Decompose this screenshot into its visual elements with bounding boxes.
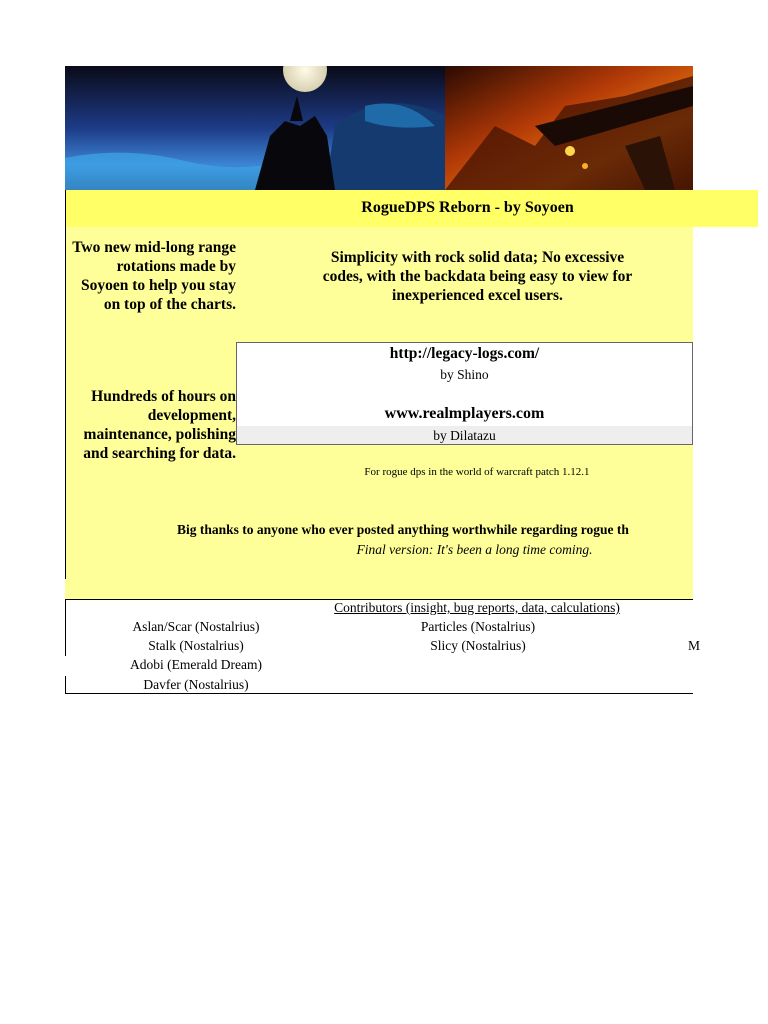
contributor-name: Stalk (Nostalrius) xyxy=(148,638,244,653)
contributors-bottom-border xyxy=(65,693,693,694)
contributor-name: Davfer (Nostalrius) xyxy=(143,677,249,692)
realmplayers-link[interactable]: www.realmplayers.com xyxy=(384,405,545,422)
final-version-note: Final version: It's been a long time coming. xyxy=(356,542,593,557)
simplicity-note: Simplicity with rock solid data; No excessive codes, with the backdata being easy to view for inexperienced excel users. xyxy=(322,249,633,304)
legacy-logs-link[interactable]: http://legacy-logs.com/ xyxy=(389,345,540,362)
rotations-note: Two new mid-long range rotations made by Soyoen to help you stay on top of the charts. xyxy=(72,239,236,313)
contributor-name: Aslan/Scar (Nostalrius) xyxy=(132,619,260,634)
thanks-note: Big thanks to anyone who ever posted anything worthwhile regarding rogue th xyxy=(177,522,629,537)
page-title: RogueDPS Reborn - by Soyoen xyxy=(361,199,574,216)
contributors-header: Contributors (insight, bug reports, data, calculations) xyxy=(334,600,620,615)
realmplayers-author: by Dilatazu xyxy=(433,428,496,443)
contributor-name: Adobi (Emerald Dream) xyxy=(130,657,262,672)
sheet-footer-band xyxy=(65,579,693,599)
sheet-left-border xyxy=(65,190,66,579)
banner-image xyxy=(65,66,693,190)
patch-note: For rogue dps in the world of warcraft patch 1.12.1 xyxy=(364,466,590,478)
legacy-logs-author: by Shino xyxy=(440,367,489,382)
contributor-name: Slicy (Nostalrius) xyxy=(430,638,526,653)
contributor-name: M xyxy=(688,638,701,653)
development-note: Hundreds of hours on development, maintenance, polishing and searching for data. xyxy=(83,388,236,462)
contributor-name: Particles (Nostalrius) xyxy=(420,619,536,634)
